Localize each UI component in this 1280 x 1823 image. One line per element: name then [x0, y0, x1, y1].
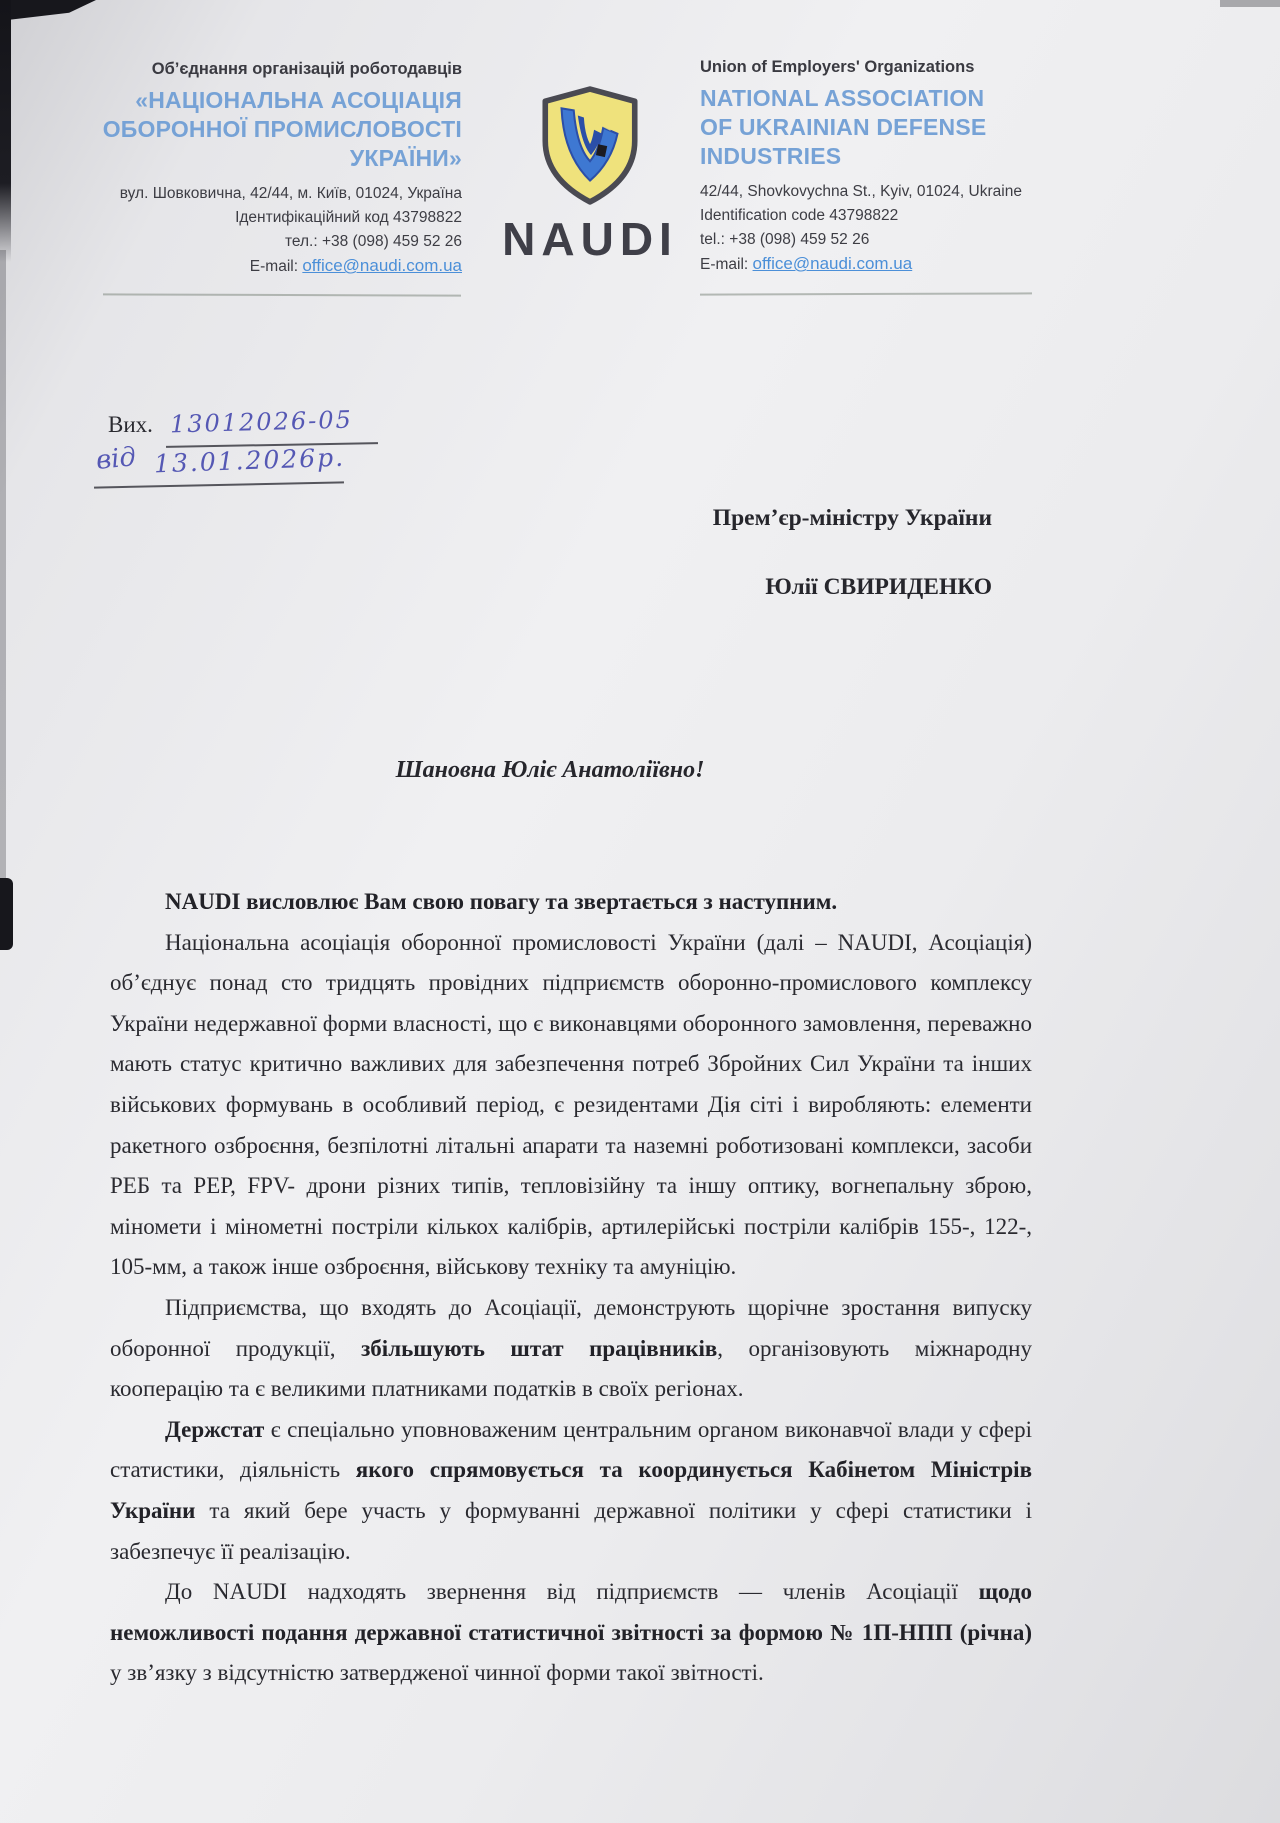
paragraph — [110, 1572, 1032, 1694]
id-code-en: Identification code 43798822 — [700, 207, 899, 224]
addressee-block — [560, 505, 992, 601]
email-label-ua: E-mail: — [249, 258, 299, 275]
outgoing-reference-block — [94, 405, 428, 494]
paragraph — [110, 923, 1032, 1288]
addressee-title: Прем’єр-міністру України — [712, 505, 992, 531]
org-type-ua: Об’єднання організацій роботодавців — [151, 60, 462, 78]
outgoing-number-label: Вих. — [108, 412, 153, 437]
org-name-en — [700, 84, 1045, 171]
paragraph-segment: Підприємства, що входять до Асоціації, демонструють щорічне зростання випуску оборонної продукції, — [110, 1294, 1032, 1361]
paragraph-segment-bold: NAUDI висловлює Вам свою повагу та звертається з наступним. — [165, 889, 838, 914]
org-name-ua-line2: ОБОРОННОЇ ПРОМИСЛОВОСТІ — [102, 116, 462, 142]
outgoing-date-prefix-handwritten: від — [94, 441, 138, 477]
paragraph-segment-bold: щодо неможливості подання державної статистичної звітності за формою № 1П-НПП (річна) — [110, 1579, 1032, 1645]
org-name-en-line3: INDUSTRIES — [700, 143, 842, 169]
org-name-ua-line1: «НАЦІОНАЛЬНА АСОЦІАЦІЯ — [135, 87, 462, 113]
email-line-ua — [100, 254, 462, 279]
id-code-ua: Ідентифікаційний код 43798822 — [235, 209, 462, 226]
addressee-name: Юлії СВИРИДЕНКО — [765, 574, 992, 600]
scan-dark-corner — [0, 0, 96, 22]
scan-dark-edge-top — [0, 0, 11, 262]
paragraph-segment: та який бере участь у формуванні державної політики у сфері статистики і забезпечує її реалізацію. — [110, 1497, 1032, 1564]
paragraph — [110, 1288, 1032, 1410]
email-line-en — [700, 252, 1045, 277]
salutation: Шановна Юліє Анатоліївно! — [395, 757, 705, 783]
paragraph — [110, 1410, 1032, 1572]
paragraph-segment-bold: збільшують штат працівників — [361, 1335, 718, 1361]
email-label-en: E-mail: — [700, 256, 749, 273]
letterhead-divider-left — [103, 293, 461, 296]
org-name-en-line2: OF UKRAINIAN DEFENSE — [700, 114, 987, 140]
paragraph — [110, 882, 1032, 923]
email-link-en[interactable]: office@naudi.com.ua — [752, 254, 913, 273]
outgoing-number-handwritten: 13012026-05 — [169, 405, 354, 439]
body-paragraphs — [110, 882, 1032, 1694]
letterhead-english — [700, 58, 1045, 277]
org-name-ua — [100, 86, 462, 173]
address-en: 42/44, Shovkovychna St., Kyiv, 01024, Ukraine — [700, 183, 1022, 200]
outgoing-date-underline — [94, 481, 344, 488]
paragraph-segment: , організовують міжнародну кооперацію та є великими платниками податків в своїх регіонах. — [110, 1335, 1032, 1402]
paragraph-segment: є спеціально уповноваженим центральним органом виконавчої влади у сфері статистики, діяльність — [110, 1416, 1032, 1483]
letterhead-ukrainian — [100, 60, 462, 279]
phone-ua: тел.: +38 (098) 459 52 26 — [284, 233, 462, 250]
naudi-shield-icon — [526, 86, 654, 208]
outgoing-date-handwritten: 13.01.2026р. — [153, 442, 346, 479]
org-name-en-line1: NATIONAL ASSOCIATION — [700, 85, 985, 111]
scan-dark-edge-topright — [1220, 0, 1280, 7]
logo-wordmark: NAUDI — [502, 213, 678, 265]
paragraph-segment: До NAUDI надходять звернення від підприємств — членів Асоціації — [165, 1579, 979, 1605]
letterhead-divider-right — [700, 292, 1032, 295]
outgoing-number-row — [108, 405, 428, 450]
outgoing-date-row — [94, 441, 428, 494]
address-ua: вул. Шовковична, 42/44, м. Київ, 01024, Україна — [119, 185, 462, 202]
paragraph-segment: Національна асоціація оборонної промисловості України (далі – NAUDI, Асоціація) об’єднує понад сто тридцять провідних підприємств оборонно-промислового комплексу України недержавної форми власності, що є виконавцями оборонного замовлення, переважно мають статус критично важливих для забезпечення потреб Збройних Сил України та інших військових формувань в особливий період, є резидентами Дія сіті і виробляють: елементи ракетного озброєння, безпілотні літальні апарати та наземні роботизовані комплекси, засоби РЕБ та РЕР, FPV- дрони різних типів, тепловізійну та іншу оптику, вогнепальну зброю, міномети і мінометні постріли кількох калібрів, артилерійські постріли калібрів 155-, 122-, 105-мм, а також інше озброєння, військову техніку та амуніцію. — [110, 929, 1032, 1280]
paragraph-segment: у зв’язку з відсутністю затвердженої чинної форми такої звітності. — [110, 1660, 764, 1686]
paragraph-segment-bold: якого спрямовується та координується Кабінетом Міністрів України — [110, 1457, 1032, 1523]
phone-en: tel.: +38 (098) 459 52 26 — [700, 231, 870, 248]
scan-dark-edge-mid — [0, 250, 6, 880]
email-link-ua[interactable]: office@naudi.com.ua — [302, 256, 462, 275]
org-type-en: Union of Employers' Organizations — [700, 58, 975, 76]
org-name-ua-line3: УКРАЇНИ» — [349, 145, 462, 171]
paragraph-segment-bold: Держстат — [165, 1416, 265, 1442]
naudi-logo — [500, 86, 680, 266]
scan-dark-edge-blob — [0, 878, 13, 950]
